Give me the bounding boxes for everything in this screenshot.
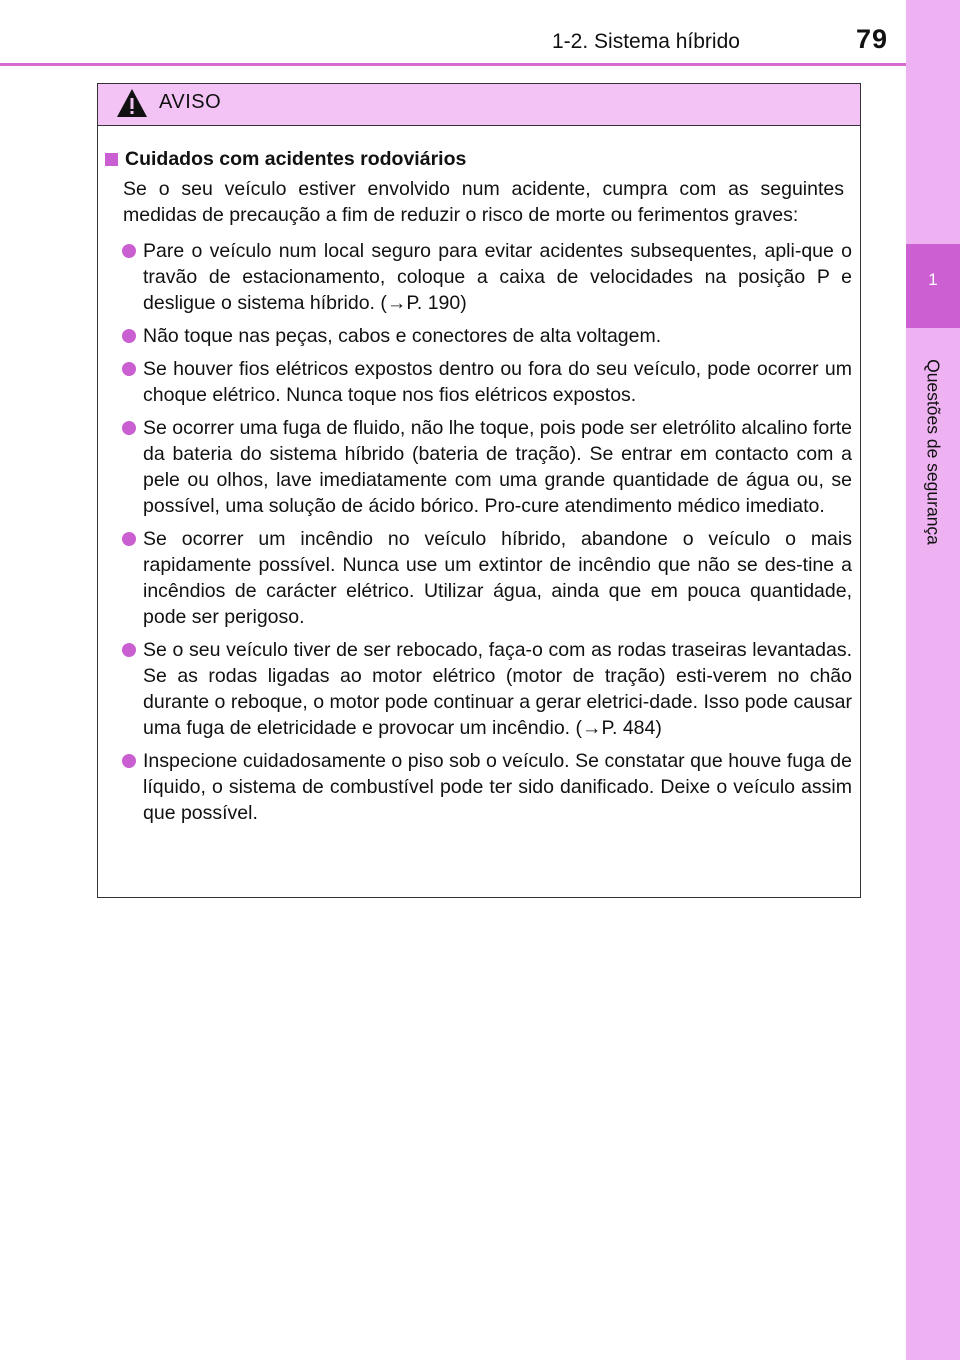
square-bullet-icon: [105, 153, 118, 166]
bullet-dot-icon: [122, 532, 136, 546]
header-rule: [0, 63, 906, 66]
list-item: [105, 748, 852, 826]
sub-heading-text: Cuidados com acidentes rodoviários: [125, 148, 467, 170]
chapter-label: Questões de segurança: [923, 359, 944, 545]
bullet-dot-icon: [122, 329, 136, 343]
intro-paragraph: Se o seu veículo estiver envolvido num acidente, cumpra com as seguintes medidas de precaução a fim de reduzir o risco de morte ou ferimentos graves:: [123, 178, 844, 226]
list-item-text: Pare o veículo num local seguro para evitar acidentes subsequentes, apli-que o travão de estacionamento, coloque a caixa de velocidades na posição P e desligue o sistema híbrido. (→P. 190): [143, 240, 852, 314]
chapter-tab[interactable]: [906, 244, 960, 328]
list-item: [105, 238, 852, 316]
list-item-text: Se ocorrer uma fuga de fluido, não lhe toque, pois pode ser eletrólito alcalino forte da bateria do sistema híbrido (bateria de tração). Se entrar em contacto com a pele ou olhos, lave imediatamente com uma grande quantidade de água ou, se possível, uma solução de ácido bórico. Pro-cure atendimento médico imediato.: [143, 417, 852, 517]
warning-title: AVISO: [159, 91, 222, 113]
warning-header: [98, 84, 860, 126]
bullet-dot-icon: [122, 643, 136, 657]
warning-triangle-icon: [116, 88, 148, 118]
warning-box: [97, 83, 861, 898]
sub-heading: [105, 146, 852, 172]
list-item: [105, 356, 852, 408]
bullet-list: [105, 238, 852, 826]
list-item-text: Se o seu veículo tiver de ser rebocado, faça-o com as rodas traseiras levantadas. Se as rodas ligadas ao motor elétrico (motor de tração) esti-verem no chão durante o reboque, o motor pode continuar a gerar eletrici-dade. Isso pode causar uma fuga de eletricidade e provocar um incêndio. (→P. 484): [143, 639, 852, 739]
list-item-text: Não toque nas peças, cabos e conectores de alta voltagem.: [143, 325, 662, 347]
bullet-dot-icon: [122, 421, 136, 435]
bullet-dot-icon: [122, 362, 136, 376]
page-number: 79: [856, 24, 889, 54]
list-item: [105, 637, 852, 741]
list-item-text: Inspecione cuidadosamente o piso sob o veículo. Se constatar que houve fuga de líquido, o sistema de combustível pode ter sido danificado. Deixe o veículo assim que possível.: [143, 750, 852, 824]
list-item-text: Se ocorrer um incêndio no veículo híbrido, abandone o veículo o mais rapidamente possível. Nunca use um extintor de incêndio que não se des-tine a incêndios de carácter elétrico. Utilizar água, ainda que em pouca quantidade, pode ser perigoso.: [143, 528, 852, 628]
side-tab: [906, 0, 960, 1360]
chapter-number: 1: [928, 270, 938, 289]
list-item: [105, 526, 852, 630]
bullet-dot-icon: [122, 244, 136, 258]
warning-body: [98, 126, 860, 826]
bullet-dot-icon: [122, 754, 136, 768]
section-title: 1-2. Sistema híbrido: [552, 30, 740, 53]
list-item: [105, 415, 852, 519]
list-item-text: Se houver fios elétricos expostos dentro ou fora do seu veículo, pode ocorrer um choque elétrico. Nunca toque nos fios elétricos expostos.: [143, 358, 852, 406]
list-item: [105, 323, 852, 349]
